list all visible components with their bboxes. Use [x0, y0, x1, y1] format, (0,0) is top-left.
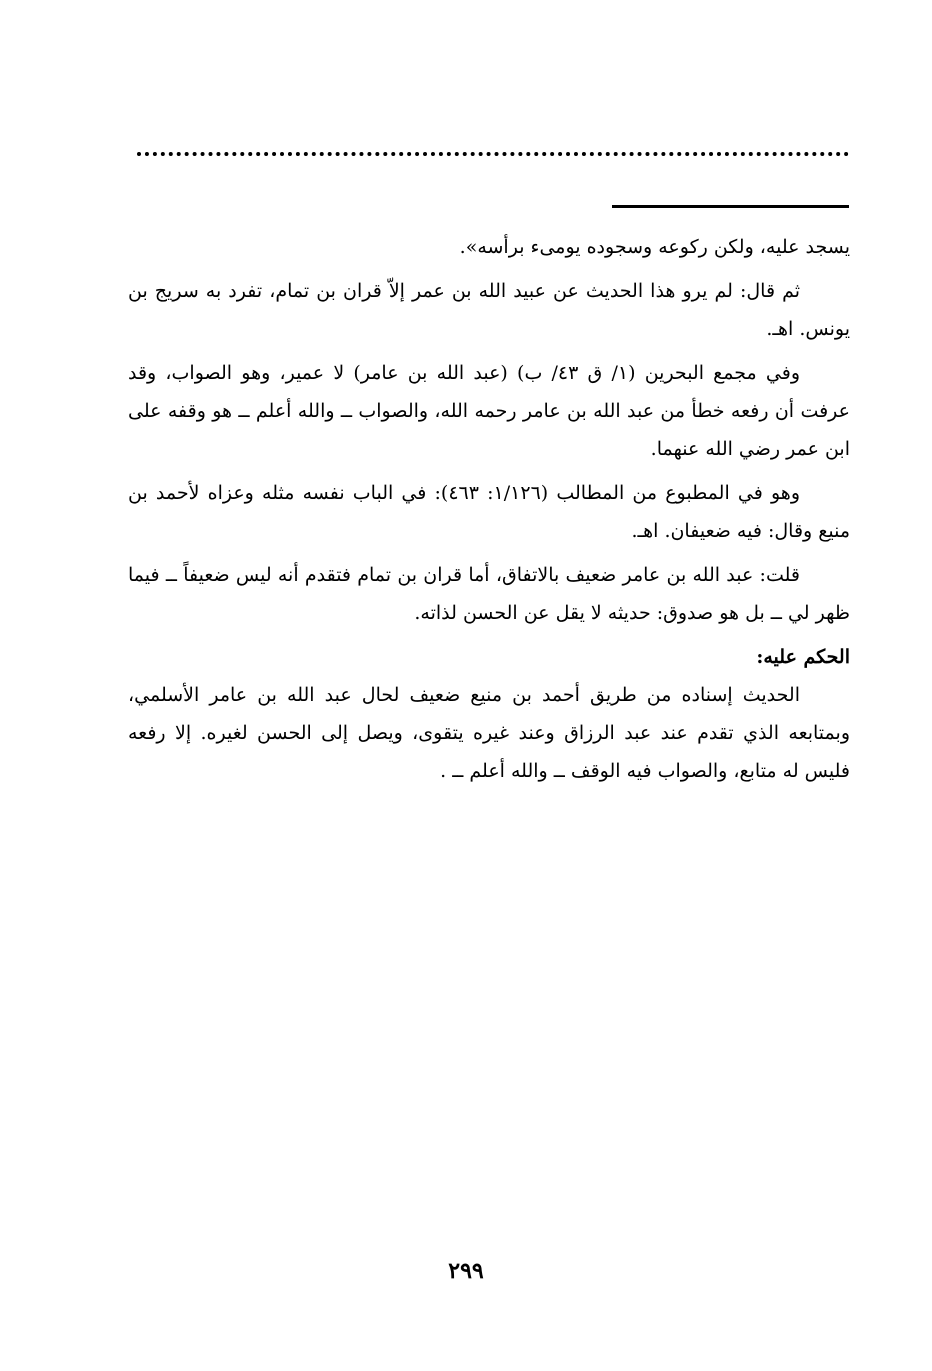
ruling-heading: الحكم عليه:	[756, 646, 850, 668]
paragraph-majma-bahrayn: وفي مجمع البحرين (١/ ق ٤٣/ ب) (عبد الله بن عامر) لا عمير، وهو الصواب، وقد عرفت أن رفعه خطأ من عبد الله بن عامر رحمه الله، والصواب ــ والله أعلم ــ هو وقفه على ابن عمر رضي الله عنهما.	[128, 362, 850, 460]
paragraph-matalib: وهو في المطبوع من المطالب (١/١٢٦: ٤٦٣): في الباب نفسه مثله وعزاه لأحمد بن منيع وقال: فيه ضعيفان. اهـ.	[128, 482, 850, 542]
dotted-separator	[137, 152, 849, 156]
body-text	[128, 228, 850, 796]
footnote-rule	[612, 205, 849, 208]
page-number: ٢٩٩	[448, 1258, 484, 1284]
paragraph-continuation: يسجد عليه، ولكن ركوعه وسجوده يومىء برأسه».	[459, 236, 850, 258]
ruling-paragraph: الحديث إسناده من طريق أحمد بن منيع ضعيف لحال عبد الله بن عامر الأسلمي، وبمتابعه الذي تقدم عند عبد الرزاق وعند غيره يتقوى، ويصل إلى الحسن لغيره. إلا رفعه فليس له متابع، والصواب فيه الوقف ــ والله أعلم ــ .	[128, 684, 850, 782]
paragraph-author-comment: قلت: عبد الله بن عامر ضعيف بالاتفاق، أما قران بن تمام فتقدم أنه ليس ضعيفاً ــ فيما ظهر لي ــ بل هو صدوق: حديثه لا يقل عن الحسن لذاته.	[128, 564, 850, 624]
paragraph-tabarani-note: ثم قال: لم يرو هذا الحديث عن عبيد الله بن عمر إلاّ قران بن تمام، تفرد به سريج بن يونس. اهـ.	[128, 280, 850, 340]
